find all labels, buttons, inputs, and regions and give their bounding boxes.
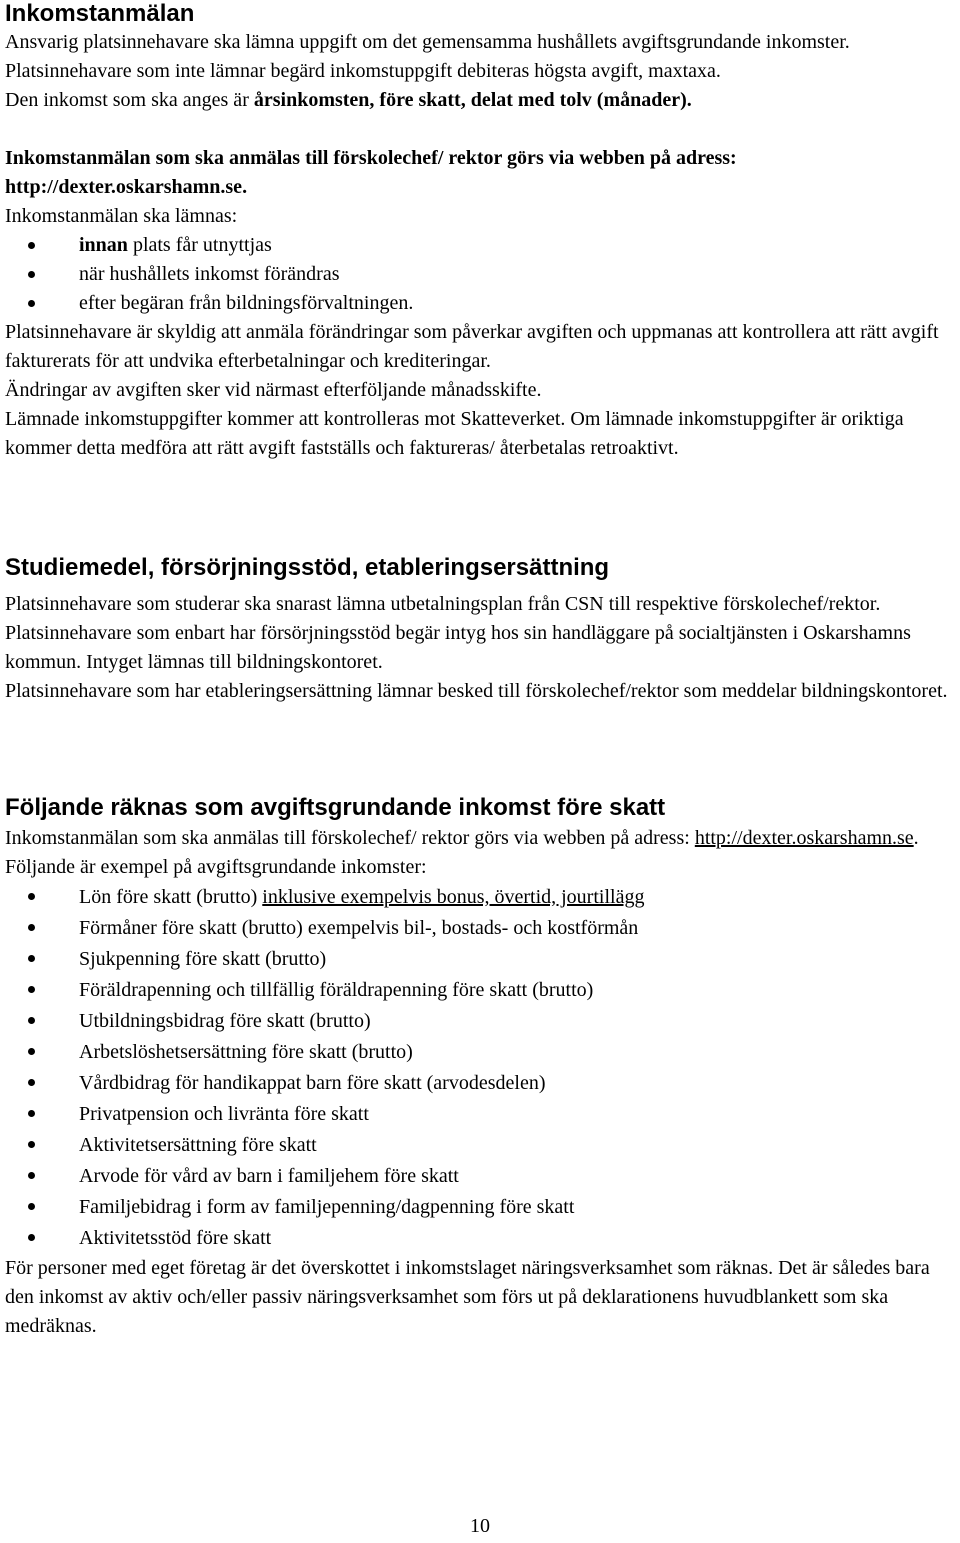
list-item <box>5 1099 955 1130</box>
paragraph: Ändringar av avgiften sker vid närmast efterföljande månadsskifte. <box>5 379 542 401</box>
text: Lön före skatt (brutto) <box>79 886 263 908</box>
list-item <box>5 1006 955 1037</box>
bold-text: innan <box>79 234 128 256</box>
section-heading: Följande räknas som avgiftsgrundande inkomst före skatt <box>5 794 666 821</box>
text: Aktivitetsstöd före skatt <box>79 1227 272 1249</box>
paragraph: Inkomstanmälan ska lämnas: <box>5 205 238 227</box>
list-item <box>5 289 955 318</box>
paragraph <box>5 144 955 202</box>
text: . <box>913 827 919 849</box>
text: Förmåner före skatt (brutto) exempelvis bil-, bostads- och kostförmån <box>79 917 639 939</box>
link[interactable]: http://dexter.oskarshamn.se <box>5 176 243 198</box>
bullet-list <box>5 882 955 1254</box>
paragraph: Platsinnehavare som studerar ska snarast lämna utbetalningsplan från CSN till respektive förskolechef/rektor. <box>5 593 881 615</box>
list-item <box>5 231 955 260</box>
text: Utbildningsbidrag före skatt (brutto) <box>79 1010 371 1032</box>
page-number: 10 <box>470 1515 490 1537</box>
text: när hushållets inkomst förändras <box>79 263 340 285</box>
list-item <box>5 1223 955 1254</box>
list-item <box>5 1130 955 1161</box>
list-item <box>5 1037 955 1068</box>
paragraph: Platsinnehavare som enbart har försörjningsstöd begär intyg hos sin handläggare på socialtjänsten i Oskarshamns kommun. Intyget lämnas till bildningskontoret. <box>5 622 911 673</box>
link[interactable]: http://dexter.oskarshamn.se <box>694 827 914 849</box>
section-heading: Inkomstanmälan <box>5 0 195 27</box>
list-item <box>5 913 955 944</box>
section-inkomstanmalan <box>5 0 955 463</box>
section-avgiftsgrundande-inkomst <box>5 794 955 1341</box>
text: plats får utnyttjas <box>127 234 272 256</box>
list-item <box>5 1192 955 1223</box>
text: efter begäran från bildningsförvaltningen. <box>79 292 414 314</box>
text: Aktivitetsersättning före skatt <box>79 1134 317 1156</box>
text: Inkomstanmälan som ska anmälas till förskolechef/ rektor görs via webben på adress: <box>5 827 695 849</box>
paragraph: Ansvarig platsinnehavare ska lämna uppgift om det gemensamma hushållets avgiftsgrundande inkomster. Platsinnehavare som inte lämnar begärd inkomstuppgift debiteras högsta avgift, maxtaxa. <box>5 31 850 82</box>
paragraph: För personer med eget företag är det överskottet i inkomstslaget näringsverksamhet som räknas. Det är således bara den inkomst av aktiv och/eller passiv näringsverksamhet som förs ut på deklarationens huvudblankett som ska medräknas. <box>5 1257 930 1337</box>
list-item <box>5 1068 955 1099</box>
text: Arbetslöshetsersättning före skatt (brutto) <box>79 1041 413 1063</box>
list-item <box>5 882 955 913</box>
paragraph: Lämnade inkomstuppgifter kommer att kontrolleras mot Skatteverket. Om lämnade inkomstuppgifter är oriktiga kommer detta medföra att rätt avgift fastställs och faktureras/ återbetalas retroaktivt. <box>5 408 904 459</box>
list-item <box>5 975 955 1006</box>
section-heading: Studiemedel, försörjningsstöd, etableringsersättning <box>5 554 610 581</box>
paragraph <box>5 86 955 115</box>
paragraph <box>5 824 955 853</box>
list-item <box>5 260 955 289</box>
text: Den inkomst som ska anges är <box>5 89 254 111</box>
text: . <box>242 176 248 198</box>
bold-text: Inkomstanmälan som ska anmälas till förskolechef/ rektor görs via webben på adress: <box>5 147 737 169</box>
section-studiemedel <box>5 554 955 706</box>
list-item <box>5 1161 955 1192</box>
text: Privatpension och livränta före skatt <box>79 1103 369 1125</box>
text: Familjebidrag i form av familjepenning/dagpenning före skatt <box>79 1196 575 1218</box>
bold-text: årsinkomsten, före skatt, delat med tolv (månader). <box>253 89 692 111</box>
paragraph: Platsinnehavare som har etableringsersättning lämnar besked till förskolechef/rektor som meddelar bildningskontoret. <box>5 680 948 702</box>
bullet-list <box>5 231 955 318</box>
text: Föräldrapenning och tillfällig föräldrapenning före skatt (brutto) <box>79 979 594 1001</box>
text: Arvode för vård av barn i familjehem före skatt <box>79 1165 459 1187</box>
paragraph: Platsinnehavare är skyldig att anmäla förändringar som påverkar avgiften och uppmanas att kontrollera att rätt avgift fakturerats för att undvika efterbetalningar och krediteringar. <box>5 321 939 372</box>
list-item <box>5 944 955 975</box>
text: Vårdbidrag för handikappat barn före skatt (arvodesdelen) <box>79 1072 546 1094</box>
underlined-text: inklusive exempelvis bonus, övertid, jourtillägg <box>262 886 645 908</box>
text: Sjukpenning före skatt (brutto) <box>79 948 327 970</box>
paragraph: Följande är exempel på avgiftsgrundande inkomster: <box>5 856 427 878</box>
